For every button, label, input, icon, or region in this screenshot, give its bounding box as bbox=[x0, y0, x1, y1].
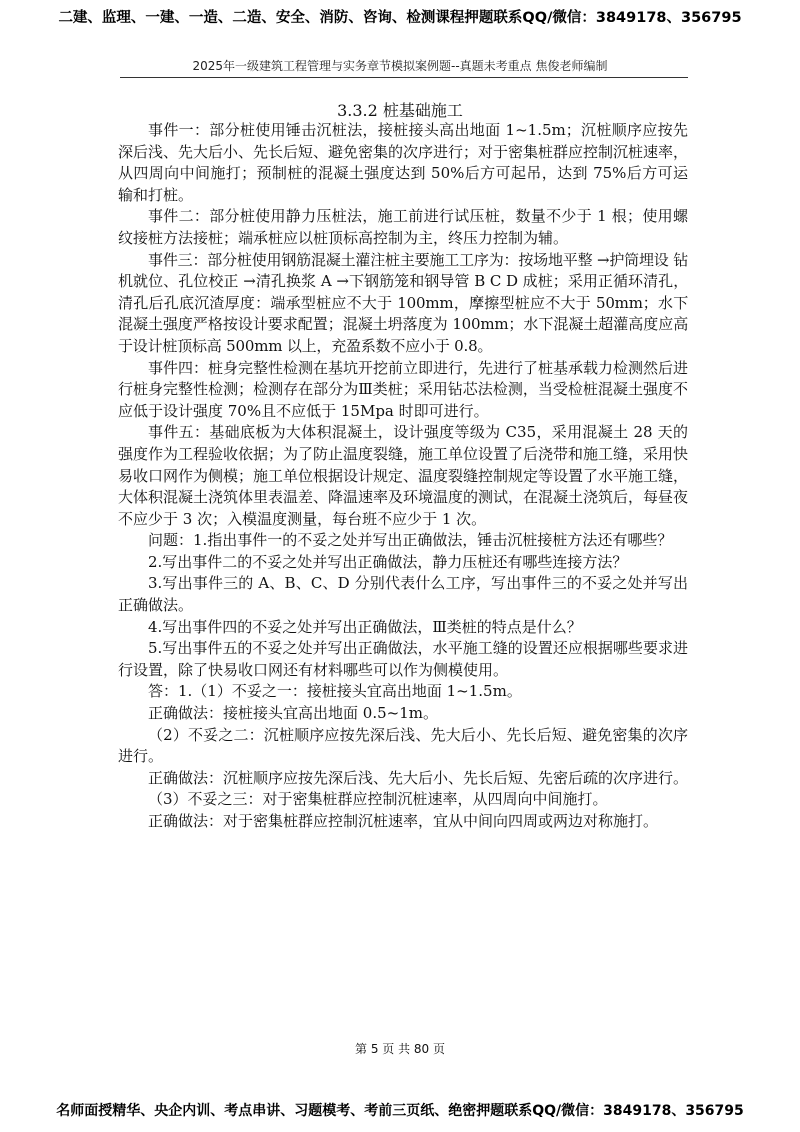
event-5-paragraph: 事件五：基础底板为大体积混凝土，设计强度等级为 C35，采用混凝土 28 天的强度作为工程验收依据；为了防止温度裂缝，施工单位设置了后浇带和施工缝，采用快易收口网作为侧模；施工单位根据设计规定、温度裂缝控制规定等设置了水平施工缝，大体积混凝土浇筑体里表温差、降温速率及环境温度的测试，在混凝土浇筑后，每昼夜不应少于 3 次；入模温度测量，每台班不应少于 1 次。 bbox=[118, 423, 689, 528]
question-2: 2.写出事件二的不妥之处并写出正确做法，静力压桩还有哪些连接方法？ bbox=[148, 552, 628, 571]
question-1: 问题：1.指出事件一的不妥之处并写出正确做法，锤击沉桩接桩方法还有哪些？ bbox=[148, 531, 673, 550]
event-4-paragraph: 事件四：桩身完整性检测在基坑开挖前立即进行，先进行了桩基承载力检测然后进行桩身完整性检测；检测存在部分为Ⅲ类桩；采用钻芯法检测，当受检桩混凝土强度不应低于设计强度 70%且不应低于 15Mpa 时即可进行。 bbox=[118, 358, 689, 420]
event-2-paragraph: 事件二：部分桩使用静力压桩法，施工前进行试压桩，数量不少于 1 根；使用螺纹接桩方法接桩；端承桩应以桩顶标高控制为主，终压力控制为辅。 bbox=[118, 207, 688, 247]
answer-1-fix-3: 正确做法：对于密集桩群应控制沉桩速率，宜从中间向四周或两边对称施打。 bbox=[148, 812, 659, 830]
answer-1-issue-3: （3）不妥之三：对于密集桩群应控制沉桩速率，从四周向中间施打。 bbox=[148, 790, 608, 809]
answer-1-issue-2: （2）不妥之二：沉桩顺序应按先深后浅、先大后小、先长后短、避免密集的次序进行。 bbox=[118, 725, 688, 766]
answer-1-fix-1: 正确做法：接桩接头宜高出地面 0.5~1m。 bbox=[148, 704, 438, 723]
header-divider bbox=[120, 77, 688, 78]
event-1-paragraph: 事件一：部分桩使用锤击沉桩法，接桩接头高出地面 1~1.5m；沉桩顺序应按先深后浅、先大后小、先长后短、避免密集的次序进行；对于密集桩群应控制沉桩速率，从四周向中间施打；预制桩的混凝土强度达到 50%后方可起吊，达到 75%后方可运输和打桩。 bbox=[118, 121, 689, 204]
document-body bbox=[118, 120, 688, 833]
document-subtitle: 2025年一级建筑工程管理与实务章节模拟案例题--真题未考重点 焦俊老师编制 bbox=[192, 59, 608, 73]
question-5: 5.写出事件五的不妥之处并写出正确做法，水平施工缝的设置还应根据哪些要求进行设置，除了快易收口网还有材料哪些可以作为侧模使用。 bbox=[118, 639, 688, 679]
answer-1-fix-2: 正确做法：沉桩顺序应按先深后浅、先大后小、先长后短、先密后疏的次序进行。 bbox=[148, 768, 689, 787]
question-3: 3.写出事件三的 A、B、C、D 分别代表什么工序，写出事件三的不妥之处并写出正确做法。 bbox=[118, 574, 688, 615]
question-4: 4.写出事件四的不妥之处并写出正确做法，Ⅲ类桩的特点是什么？ bbox=[148, 617, 582, 636]
answer-1-issue-1: 答：1.（1）不妥之一：接桩接头宜高出地面 1~1.5m。 bbox=[148, 682, 522, 701]
event-3-paragraph: 事件三：部分桩使用钢筋混凝土灌注桩主要施工工序为：按场地平整 →护筒埋设 钻机就位、孔位校正 →清孔换浆 A →下钢筋笼和钢导管 B C D 成桩；采用正循环清孔，清孔后孔底沉渣厚度：端承型桩应不大于 100mm，摩擦型桩应不大于 50mm；水下混凝土强度严格按设计要求配置；混凝土坍落度为 100mm；水下混凝土超灌高度应高于设计桩顶标高 500mm 以上，充盈系数不应小于 0.8。 bbox=[118, 250, 688, 355]
top-contact-banner: 二建、监理、一建、一造、二造、安全、消防、咨询、检测课程押题联系QQ/微信：3849178、356795 bbox=[58, 10, 742, 26]
bottom-contact-banner: 名师面授精华、央企内训、考点串讲、习题模考、考前三页纸、绝密押题联系QQ/微信：3849178、356795 bbox=[56, 1103, 744, 1119]
page-number: 第 5 页 共 80 页 bbox=[355, 1042, 445, 1056]
section-title: 3.3.2 桩基础施工 bbox=[337, 101, 463, 120]
